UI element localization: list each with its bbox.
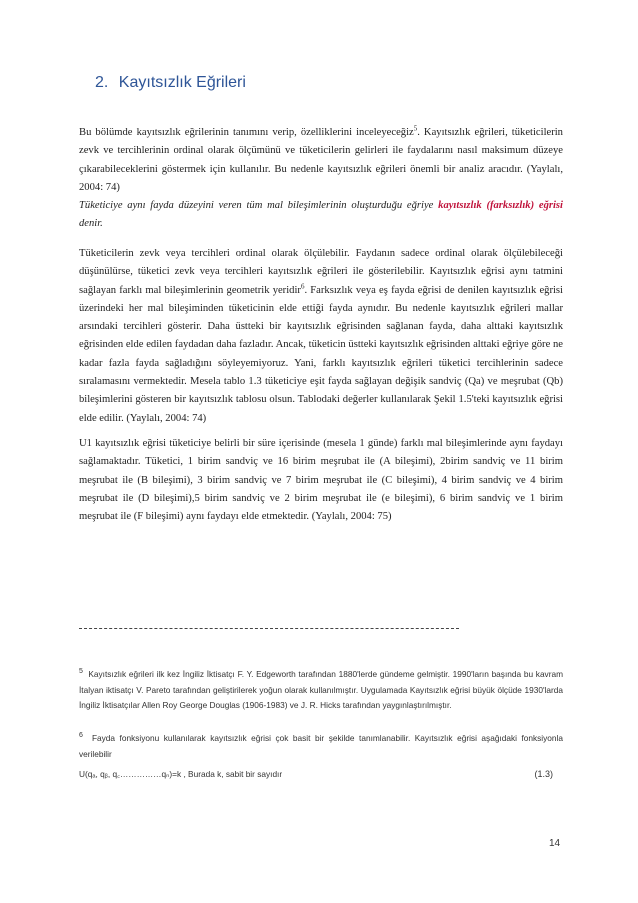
footnote-ref-5[interactable]: 5 <box>413 124 418 133</box>
paragraph-u1-curve: U1 kayıtsızlık eğrisi tüketiciye belirli bir süre içerisinde (mesela 1 günde) farklı mal bileşimlerinde aynı faydayı sağlamaktadır. Tüketici, 1 birim sandviç ve 16 birim meşrubat ile (A bileşimi), 2birim sandviç ve 11 birim meşrubat ile (B bileşimi), 3 birim sandviç ve 7 birim meşrubat ile (C bileşimi), 4 birim sandviç ve 4 birim meşrubat ile (D bileşimi),5 birim sandviç ve 2 birim meşrubat ile (e bileşimi), 6 birim sandviç ve 1 birim meşrubat ile (F bileşimi) aynı faydayı elde etmektedir. (Yaylalı, 2004: 75) <box>79 438 563 523</box>
footnote-5 <box>79 667 563 714</box>
section-title: Kayıtsızlık Eğrileri <box>118 74 246 91</box>
footnote-5-mark: 5 <box>79 668 83 676</box>
paragraph-intro <box>79 124 563 197</box>
paragraph-preferences-rest: . Farksızlık veya eş fayda eğrisi de denilen kayıtsızlık eğrisi üzerindeki her mal bileşiminden tüketicinin elde ettiği fayda aynıdır. Bu nedenle kayıtsızlık eğrileri mallar arsındaki tercihleri gösterir. Daha üstteki bir kayıtsızlık eğrisinden sağlanan fayda, daha alttaki kayıtsızlık eğrisinden elde edilen faydadan daha fazladır. Ancak, tüketicin üstteki kayıtsızlık eğrisinden alttaki eğriye göre ne kadar fazla fayda sağladığını söyleyemiyoruz. Yani, farklı kayıtsızlık eğrileri tüketici tercihlerinin sadece sıralamasını vermektedir. Mesela tablo 1.3 tüketiciye eşit fayda sağlayan değişik sandviç (Qa) ve meşrubat (Qb) bileşimlerini gösteren bir kayıtsızlık tablosu olsun. Tablodaki değerler kullanılarak Şekil 1.5'teki kayıtsızlık eğrisi elde edilir. (Yaylalı, 2004: 74) <box>79 284 563 424</box>
definition-post: denir. <box>79 218 103 230</box>
footnote-6-text: Fayda fonksiyonu kullanılarak kayıtsızlık eğrisi çok basit bir şekilde tanımlanabilir. Kayıtsızlık eğrisi aşağıdaki fonksiyonla verilebilir <box>79 733 563 759</box>
formula-number: (1.3) <box>534 769 553 779</box>
section-heading <box>95 74 246 92</box>
section-number: 2. <box>95 74 109 91</box>
definition-pre: Tüketiciye aynı fayda düzeyini veren tüm mal bileşimlerinin oluşturduğu eğriye <box>79 200 439 211</box>
paragraph-intro-text: Bu bölümde kayıtsızlık eğrilerinin tanımını verip, özelliklerini inceleyeceğiz <box>79 127 414 138</box>
footnote-ref-6[interactable]: 6 <box>300 282 305 291</box>
footnote-5-text: Kayıtsızlık eğrileri ilk kez İngiliz İktisatçı F. Y. Edgeworth tarafından 1880'lerde gündeme gelmiştir. 1990'ların başında bu kavram İtalyan iktisatçı V. Pareto tarafından geliştirilerek yoğun olarak kullanılmıştır. Uygulamada Kayıtsızlık eğrisi büyük ölçüde 1930'larda İngiliz İktisatçılar Allen Roy George Douglas (1906-1983) ve J. R. Hicks tarafından yaygınlaştırılmıştır. <box>79 669 563 710</box>
footnote-6 <box>79 731 563 762</box>
formula-text: U(qₐ, qᵦ, q꜀……………qₙ)=k , Burada k, sabit bir sayıdır <box>79 769 283 779</box>
paragraph-intro-rest: . Kayıtsızlık eğrileri, tüketicilerin zevk ve tercihlerinin ordinal olarak ölçümünü ve tüketicilerin gelirleri ile faydalarını nasıl maksimum düzeye çıkarabileceklerini göstermek için kullanılır. Bu nedenle kayıtsızlık eğrileri önemli bir analiz aracıdır. (Yaylalı, 2004: 74) <box>79 127 563 193</box>
footnote-6-mark: 6 <box>79 732 83 740</box>
footnote-separator <box>79 618 459 629</box>
paragraph-preferences <box>79 245 563 428</box>
utility-formula <box>79 769 563 780</box>
paragraph-preferences-text: Tüketicilerin zevk veya tercihleri ordinal olarak ölçülebilir. Faydanın sadece ordinal olarak ölçülebileceği düşünülürse, tüketici zevk veya tercihleri kayıtsızlık eğrileri ile gösterilebilir. Kayıtsızlık eğrisi aynı tatmini sağlayan farklı mal bileşimlerinin geometrik yeridir <box>79 248 563 296</box>
page-number: 14 <box>549 838 561 849</box>
definition-term: kayıtsızlık (farksızlık) eğrisi <box>438 200 563 211</box>
paragraph-definition <box>79 197 563 234</box>
